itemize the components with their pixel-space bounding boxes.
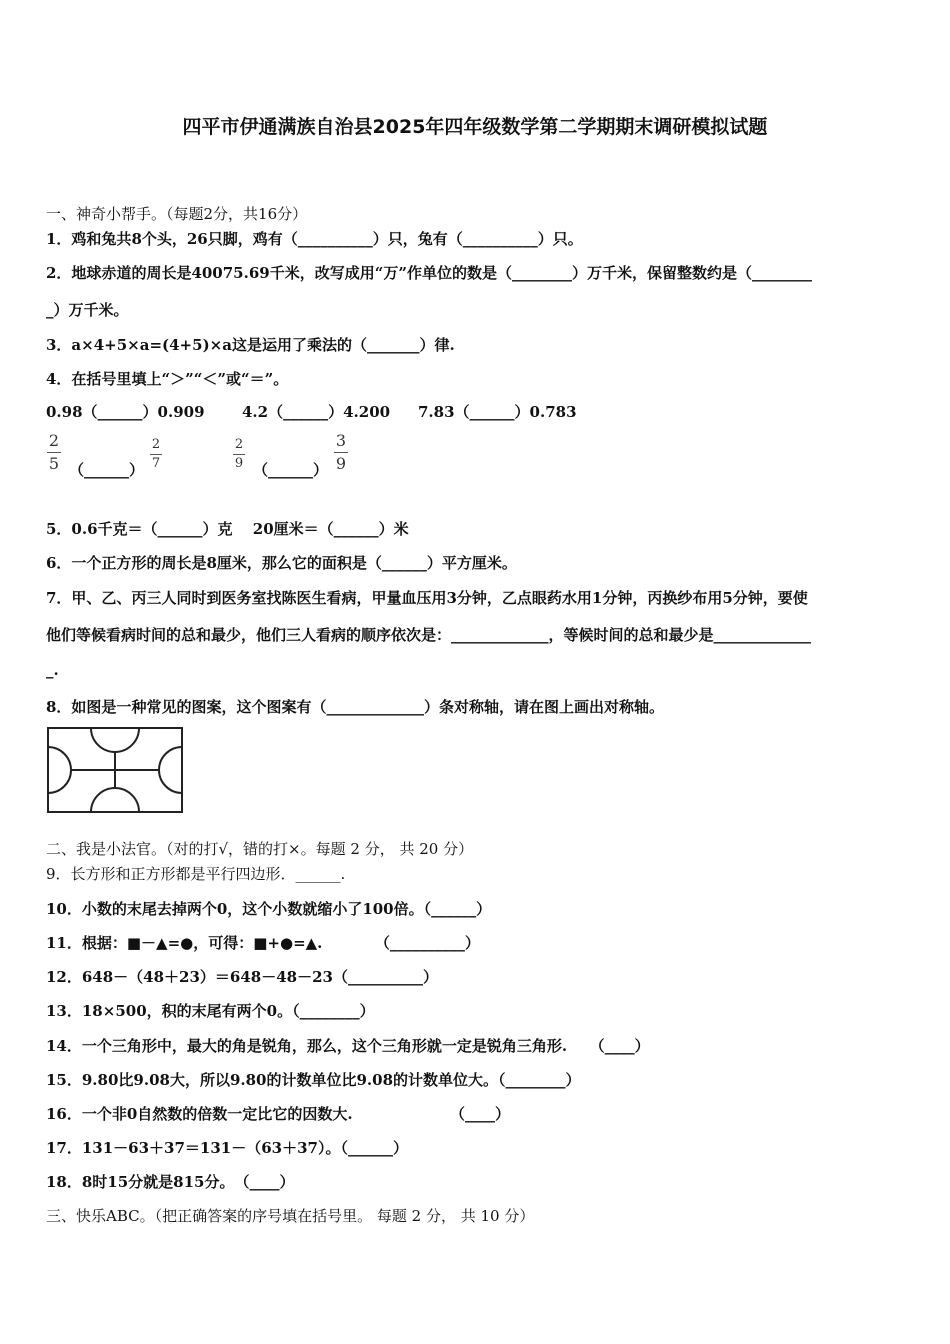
- section-3-heading: 三、快乐ABC。（把正确答案的序号填在括号里。 每题 2 分， 共 10 分）: [46, 1207, 535, 1225]
- fraction-denominator: 5: [48, 454, 60, 473]
- question-17: 17．131－63＋37＝131－（63＋37）。（______）: [46, 1139, 408, 1157]
- section-1-heading: 一、神奇小帮手。（每题2分，共16分）: [46, 205, 308, 223]
- fraction-bar: [334, 452, 348, 453]
- question-9: 9．长方形和正方形都是平行四边形．______.: [46, 865, 346, 883]
- question-1: 1．鸡和兔共8个头，26只脚，鸡有（__________）只，兔有（__________）只。: [46, 230, 583, 248]
- fraction-blank-1: （______）: [69, 461, 145, 479]
- question-4-compare-b: 4.2（______）4.200: [242, 403, 391, 421]
- question-7-line-3: _.: [46, 661, 59, 679]
- question-2-line-2: _）万千米。: [46, 301, 129, 319]
- page-title: 四平市伊通满族自治县2025年四年级数学第二学期期末调研模拟试题: [182, 116, 768, 138]
- pattern-right-arc: [159, 747, 182, 793]
- fraction-bar: [233, 454, 245, 455]
- question-7-line-2: 他们等候看病时间的总和最少，他们三人看病的顺序依次是：_____________，等候时间的总和最少是_____________: [46, 626, 812, 644]
- pattern-left-arc: [48, 747, 71, 793]
- question-4-compare-a: 0.98（______）0.909: [46, 403, 205, 421]
- question-2-line-1: 2．地球赤道的周长是40075.69千米，改写成用“万”作单位的数是（________）万千米，保留整数约是（________: [46, 264, 812, 282]
- fraction-numerator: 3: [335, 431, 347, 450]
- fraction-blank-2: （______）: [253, 461, 329, 479]
- question-8: 8．如图是一种常见的图案，这个图案有（_____________）条对称轴，请在图上画出对称轴。: [46, 698, 664, 716]
- question-11: 11．根据：■－▲=●，可得：■+●=▲. （__________）: [46, 934, 480, 952]
- fraction-denominator: 7: [151, 456, 161, 471]
- question-3: 3．a×4+5×a=(4+5)×a这是运用了乘法的（_______）律.: [46, 336, 455, 354]
- question-4-compare-c: 7.83（______）0.783: [418, 403, 577, 421]
- question-18: 18．8时15分就是815分。 （____）: [46, 1173, 295, 1191]
- pattern-bottom-arc: [91, 788, 139, 812]
- fraction-3-9: [334, 432, 348, 473]
- fraction-numerator: 2: [151, 437, 161, 452]
- question-4: 4．在括号里填上“＞”“＜”或“＝”。: [46, 370, 289, 388]
- fraction-numerator: 2: [234, 437, 244, 452]
- fraction-2-9: [233, 438, 245, 471]
- question-13: 13．18×500，积的末尾有两个0。（________）: [46, 1002, 375, 1020]
- fraction-numerator: 2: [48, 431, 60, 450]
- question-7-line-1: 7．甲、乙、丙三人同时到医务室找陈医生看病，甲量血压用3分钟，乙点眼药水用1分钟，丙换纱布用5分钟，要使: [46, 589, 808, 607]
- question-15: 15．9.80比9.08大，所以9.80的计数单位比9.08的计数单位大。（________）: [46, 1071, 581, 1089]
- fraction-bar: [150, 454, 162, 455]
- question-10: 10．小数的末尾去掉两个0，这个小数就缩小了100倍。（______）: [46, 900, 492, 918]
- section-2-heading: 二、我是小法官。（对的打√，错的打×。每题 2 分， 共 20 分）: [46, 840, 474, 858]
- question-12: 12．648－（48＋23）＝648－48－23（__________）: [46, 968, 438, 986]
- question-5: 5．0.6千克＝（______）克 20厘米＝（______）米: [46, 520, 409, 538]
- fraction-denominator: 9: [335, 454, 347, 473]
- question-6: 6．一个正方形的周长是8厘米，那么它的面积是（______）平方厘米。: [46, 554, 517, 572]
- fraction-bar: [47, 452, 61, 453]
- question-16: 16．一个非0自然数的倍数一定比它的因数大. （____）: [46, 1105, 511, 1123]
- question-14: 14．一个三角形中，最大的角是锐角，那么，这个三角形就一定是锐角三角形. （____）: [46, 1037, 650, 1055]
- pattern-top-arc: [91, 728, 139, 752]
- fraction-denominator: 9: [234, 456, 244, 471]
- fraction-2-7: [150, 438, 162, 471]
- fraction-2-5: [47, 432, 61, 473]
- symmetry-pattern-figure: [47, 727, 183, 813]
